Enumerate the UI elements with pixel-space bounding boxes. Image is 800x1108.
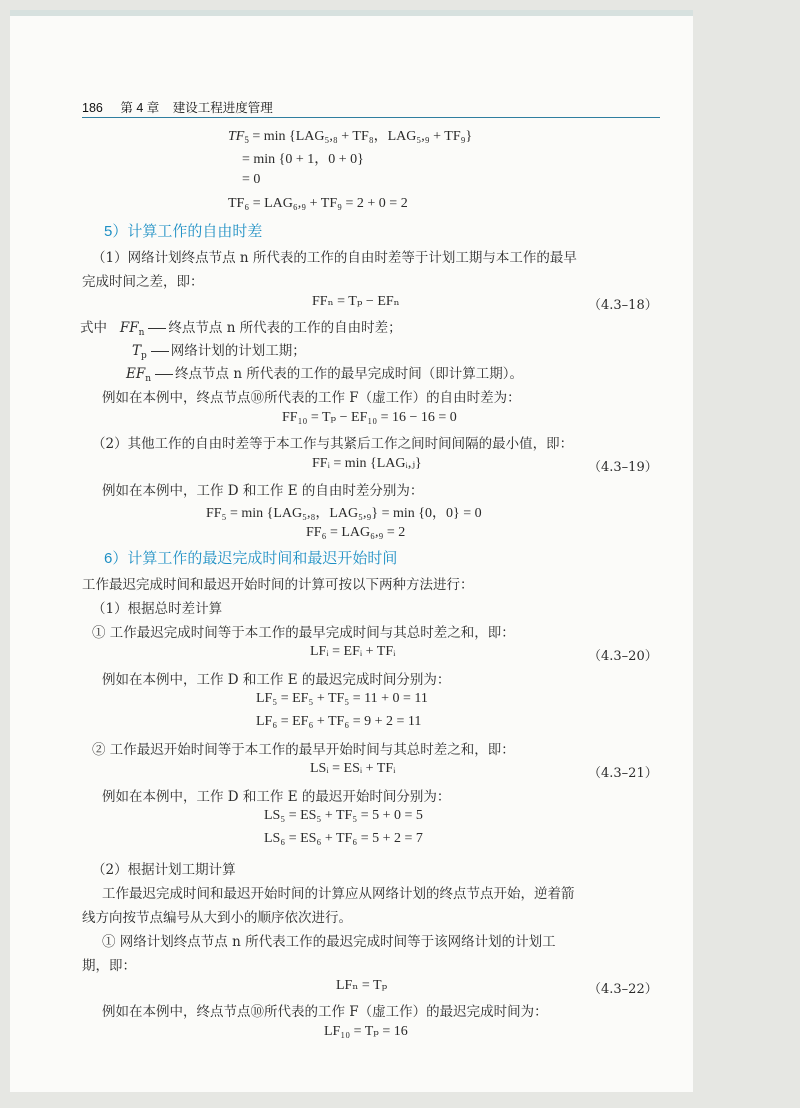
- paragraph-9b: 期，即：: [82, 958, 136, 974]
- paragraph-8b: 线方向按节点编号从大到小的顺序依次进行。: [82, 910, 352, 926]
- equation-lf5: LF₅ = EF₅ + TF₅ = 11 + 0 = 11: [256, 691, 428, 706]
- header-rule: [82, 117, 660, 118]
- equation-lfi: LFᵢ = EFᵢ + TFᵢ: [310, 644, 396, 659]
- equation-ff5: FF₅ = min {LAG₅,₈，LAG₅,₉} = min {0，0} = 0: [206, 506, 482, 521]
- equation-lsi: LSᵢ = ESᵢ + TFᵢ: [310, 761, 396, 776]
- equation-tf6: TF₆ = LAG₆,₉ + TF₉ = 2 + 0 = 2: [228, 196, 408, 211]
- equation-ffn: FFₙ = Tₚ − EFₙ: [312, 294, 400, 309]
- equation-lf10: LF₁₀ = Tₚ = 16: [324, 1024, 408, 1039]
- equation-lf6: LF₆ = EF₆ + TF₆ = 9 + 2 = 11: [256, 714, 422, 729]
- example-2: 例如在本例中，工作 D 和工作 E 的自由时差分别为：: [102, 483, 424, 499]
- equation-lfn: LFₙ = Tₚ: [336, 978, 388, 993]
- equation-ff6: FF₆ = LAG₆,₉ = 2: [306, 525, 406, 540]
- equation-ls5: LS₅ = ES₅ + TF₅ = 5 + 0 = 5: [264, 808, 423, 823]
- paragraph-1a: （1）网络计划终点节点 n 所代表的工作的自由时差等于计划工期与本工作的最早: [92, 250, 577, 266]
- equation-ffi: FFᵢ = min {LAGᵢ,ⱼ}: [312, 456, 422, 471]
- chapter-title: 建设工程进度管理: [172, 101, 273, 115]
- equation-number-22: （4.3–22）: [588, 982, 658, 997]
- example-3: 例如在本例中，工作 D 和工作 E 的最迟完成时间分别为：: [102, 672, 451, 688]
- page-header: [82, 98, 273, 116]
- paragraph-2: （2）其他工作的自由时差等于本工作与其紧后工作之间时间间隔的最小值，即：: [92, 436, 574, 452]
- section-heading-5: 5）计算工作的自由时差: [104, 223, 263, 240]
- equation-ls6: LS₆ = ES₆ + TF₆ = 5 + 2 = 7: [264, 831, 423, 846]
- equation-ff10: FF₁₀ = Tₚ − EF₁₀ = 16 − 16 = 0: [282, 410, 457, 425]
- definition-3: $EF_n$ 终点节点 n 所代表的工作的最早完成时间（即计算工期）。: [126, 366, 524, 384]
- definition-2: $T_p$ 网络计划的计划工期；: [132, 343, 306, 361]
- paragraph-7: （2）根据计划工期计算: [92, 862, 236, 878]
- paragraph-4: （1）根据总时差计算: [92, 601, 223, 617]
- paragraph-8a: 工作最迟完成时间和最迟开始时间的计算应从网络计划的终点节点开始，逆着箭: [102, 886, 575, 902]
- paragraph-3: 工作最迟完成时间和最迟开始时间的计算可按以下两种方法进行：: [82, 577, 474, 593]
- example-4: 例如在本例中，工作 D 和工作 E 的最迟开始时间分别为：: [102, 789, 451, 805]
- paragraph-5: ① 工作最迟完成时间等于本工作的最早完成时间与其总时差之和，即：: [92, 625, 515, 641]
- equation-number-21: （4.3–21）: [588, 766, 658, 781]
- page-number: 186: [82, 101, 103, 115]
- paragraph-9a: ① 网络计划终点节点 n 所代表工作的最迟完成时间等于该网络计划的计划工: [102, 934, 556, 950]
- book-page: [10, 10, 693, 1092]
- example-1: 例如在本例中，终点节点⑩所代表的工作 F（虚工作）的自由时差为：: [102, 390, 521, 406]
- equation-tf5-3: = 0: [242, 172, 261, 187]
- equation-number-20: （4.3–20）: [588, 649, 658, 664]
- equation-number-18: （4.3–18）: [588, 298, 658, 313]
- paragraph-6: ② 工作最迟开始时间等于本工作的最早开始时间与其总时差之和，即：: [92, 742, 515, 758]
- equation-number-19: （4.3–19）: [588, 460, 658, 475]
- definition-1: 式中 $FF_n$ 终点节点 n 所代表的工作的自由时差；: [80, 320, 402, 338]
- example-5: 例如在本例中，终点节点⑩所代表的工作 F（虚工作）的最迟完成时间为：: [102, 1004, 548, 1020]
- paragraph-1b: 完成时间之差，即：: [82, 274, 204, 290]
- chapter-number: 第 4 章: [120, 101, 160, 115]
- page-top-strip: [10, 10, 693, 16]
- equation-tf5-2: = min {0 + 1，0 + 0}: [242, 152, 364, 167]
- equation-tf5-1: $TF_5 = \min \{LAG_5,_8 + TF_8$，LAG₅,₉ + TF₉}: [228, 129, 473, 145]
- section-heading-6: 6）计算工作的最迟完成时间和最迟开始时间: [104, 550, 398, 567]
